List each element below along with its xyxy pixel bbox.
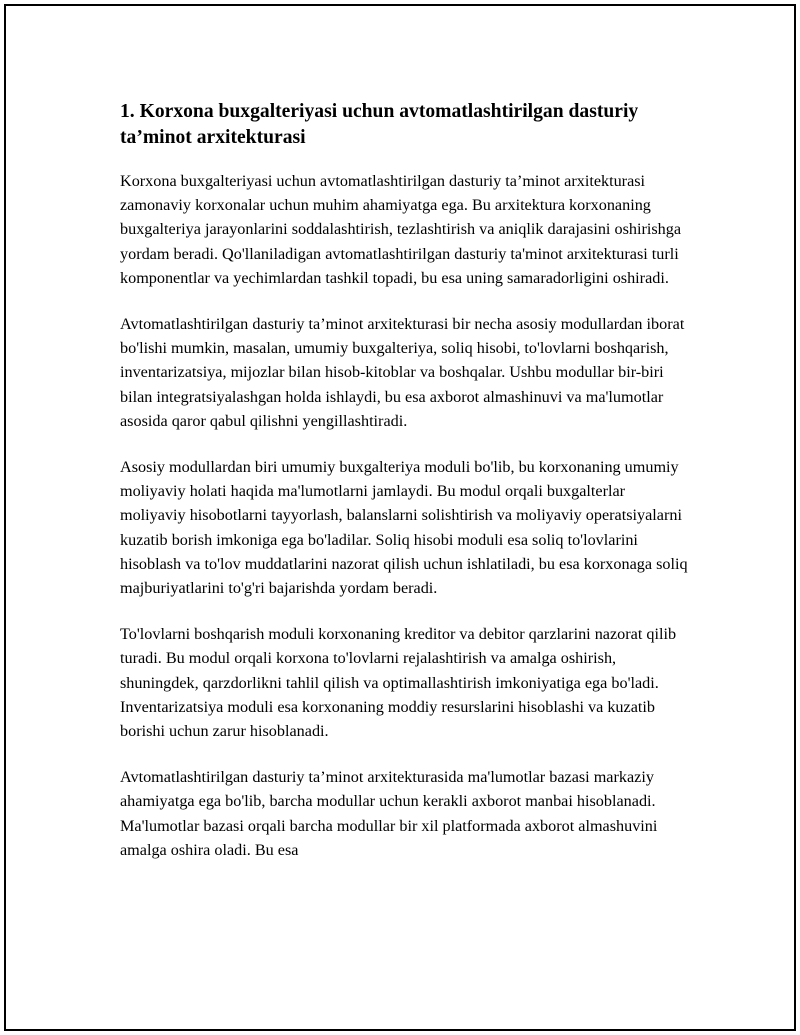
paragraph-4: To'lovlarni boshqarish moduli korxonaning kreditor va debitor qarzlarini nazorat qilib turadi. Bu modul orqali korxona to'lovlarni rejalashtirish va amalga oshirish, shuningdek, qarzdorlikni tahlil qilish va optimallashtirish imkoniyatiga ega bo'ladi. Inventarizatsiya moduli esa korxonaning moddiy resurslarini hisoblashi va kuzatib borishi uchun zarur hisoblanadi. [120,625,677,741]
section-heading: 1. Korxona buxgalteriyasi uchun avtomatlashtirilgan dasturiy ta’minot arxitekturasi [120,101,639,148]
document-page [4,4,796,1031]
paragraph-2: Avtomatlashtirilgan dasturiy ta’minot arxitekturasi bir necha asosiy modullardan iborat bo'lishi mumkin, masalan, umumiy buxgalteriya, soliq hisobi, to'lovlarni boshqarish, inventarizatsiya, mijozlar bilan hisob-kitoblar va boshqalar. Ushbu modullar bir-biri bilan integratsiyalashgan holda ishlaydi, bu esa axborot almashinuvi va ma'lumotlar asosida qaror qabul qilishni yengillashtiradi. [120,315,685,430]
paragraph-1: Korxona buxgalteriyasi uchun avtomatlashtirilgan dasturiy ta’minot arxitekturasi zamonaviy korxonalar uchun muhim ahamiyatga ega. Bu arxitektura korxonaning buxgalteriya jarayonlarini soddalashtirish, tezlashtirish va aniqlik darajasini oshirishga yordam beradi. Qo'llaniladigan avtomatlashtirilgan dasturiy ta'minot arxitekturasi turli komponentlar va yechimlardan tashkil topadi, bu esa uning samaradorligini oshiradi. [120,172,682,287]
paragraph-3: Asosiy modullardan biri umumiy buxgalteriya moduli bo'lib, bu korxonaning umumiy moliyaviy holati haqida ma'lumotlarni jamlaydi. Bu modul orqali buxgalterlar moliyaviy hisobotlarni tayyorlash, balanslarni solishtirish va moliyaviy operatsiyalarni kuzatib borish imkoniga ega bo'ladilar. Soliq hisobi moduli esa soliq to'lovlarini hisoblash va to'lov muddatlarini nazorat qilish uchun ishlatiladi, bu esa korxonaga soliq majburiyatlarini to'g'ri bajarishda yordam beradi. [120,458,688,598]
document-body [120,99,690,884]
paragraph-5: Avtomatlashtirilgan dasturiy ta’minot arxitekturasida ma'lumotlar bazasi markaziy ahamiyatga ega bo'lib, barcha modullar uchun kerakli axborot manbai hisoblanadi. Ma'lumotlar bazasi orqali barcha modullar bir xil platformada axborot almashuvini amalga oshira oladi. Bu esa [120,768,658,859]
